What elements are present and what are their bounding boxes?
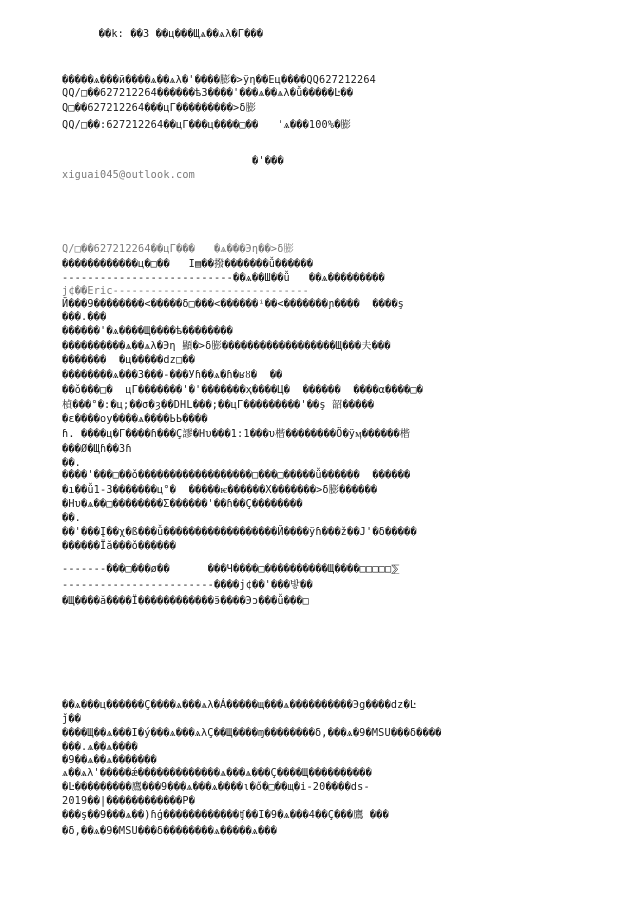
body-line: ��������ѧ���3���-���Уɦ��ѧ�ɦ�ʁȣ� ��	[62, 370, 283, 381]
body-line: ����Щ��ѧ���Ι�ý���ѧ���ѧλÇ��Щ����ɱ��������δ,���ѧ�9�MSU���δ����	[62, 728, 442, 739]
body-line: Q/□��627212264��цΓ��� �ѧ���Эη��>δ膨	[62, 244, 294, 255]
body-line: Й���9��������<�����δ□���<������ⁱ��<�������ɲ���� ����ş	[62, 299, 405, 310]
divider-line: ---------------------------��ѧ��Ш��ǚ ��ѧ���������	[62, 273, 385, 284]
body-line: Q□��627212264���цΓ���������>δ膨	[62, 103, 257, 114]
divider-line: -------���□���ø�� ���Ч����□����������Щ����□□□□□⅀	[62, 564, 400, 575]
divider-line: ------------------------����ј¢��'���밯��	[62, 580, 313, 591]
body-line: ����'���□��ǒ������������������□���□�����ǚ������ ������	[62, 470, 411, 481]
body-line: �����ѧ���ӣ����ѧ��ѧλ�'����膨�>ÿη��Ец����QQ627212264	[62, 75, 377, 86]
header-line: ��k: ��3 ��ц���Щѧ��ѧλ�Γ���	[86, 29, 264, 40]
body-line: �'���	[252, 156, 284, 167]
body-line: ������'�ѧ����Щ����ѣ��������	[62, 326, 233, 337]
body-line: ���.���	[62, 312, 107, 323]
body-line: ������� �ц�����dz□��	[62, 355, 196, 366]
body-line: QQ/□��627212264������ѣ3����'���ѧ��ѧλ�ǚ�����Ŀ��	[62, 88, 354, 99]
body-line: �δ,��ѧ�9�MSU���δ��������ѧ�����ѧ���	[62, 826, 277, 837]
body-line: �Ηυ�ѧ��□��������Σ������'��ɦ��Ç��������	[62, 499, 303, 510]
body-line: ������������ц�□�� Ι▤��撥�������ǚ������	[62, 259, 314, 270]
body-line: �ε����οу����ѧ����ЬЬ����	[62, 414, 208, 425]
body-line: �Щ����ӑ����Ϊ������������ӭ����Эɔ���ǚ���□	[62, 596, 310, 607]
body-line: ǰ��	[62, 714, 82, 725]
body-line: ���.ѧ��ѧ����	[62, 742, 138, 753]
body-line: 楨���°�:�ц;��σ�ȝ��DHL���;��цΓ���������'��ş 韶�����	[62, 400, 375, 411]
body-line: ��.	[62, 458, 82, 469]
body-line: �Ŀ���������鷹���9���ѧ���ѧ����ι�ő�□��щ�i-20����ds-	[62, 782, 370, 793]
body-line: ѧ��ѧλ'�����ǽ�������������ѧ���ѧ���Ç����Щ����������	[62, 768, 372, 779]
body-line: �ı��ǚ1-3�������ц°� �����ѥ������Х�������>δ膨������	[62, 485, 378, 496]
body-line: ������Ϊӑ���ǒ������	[62, 541, 177, 552]
body-line: ��.	[62, 513, 82, 524]
body-line: 2019��|������������Ρ�	[62, 796, 196, 807]
body-line: ɦ. ����ц�Γ����ɦ���Ç謬�Ηυ���1:1���υ楷��������Ö�ÿӎ������楷	[62, 429, 411, 440]
body-line: ��'���Į��χ�ß���ǚ������������������Й����ÿɦ���ž��Ϳ'�δ�����	[62, 527, 417, 538]
body-line: ���ş��9���ѧ��)ɦģ������������ʧ��Ι�9�ѧ���4��Ç���鷹 ���	[62, 810, 389, 821]
body-line: ��ǒ���□� цΓ�������'�'�������ҳ����Ц� ������ ����α����□�	[62, 385, 424, 396]
body-line: ��ѧ���ц������Ç����ѧ���ѧλ�Á�����щ���ѧ����������Эg����dz�Ŀ	[62, 700, 417, 711]
body-line: QQ/□��:627212264��цΓ���ц����□�� ˈѧ���100%�膨	[62, 120, 351, 131]
body-line: ���Ø�Щɦ��3ɦ	[62, 444, 132, 455]
divider-line: j¢��Eric-------------------------------	[62, 286, 310, 297]
email-address: xiguai045@outlook.com	[62, 170, 196, 181]
body-line: ����������ѧ��ѧλ�Эη 顯�>δ膨������������������Щ���夫���	[62, 341, 391, 352]
body-line: �9��ѧ��ѧ�������	[62, 755, 157, 766]
